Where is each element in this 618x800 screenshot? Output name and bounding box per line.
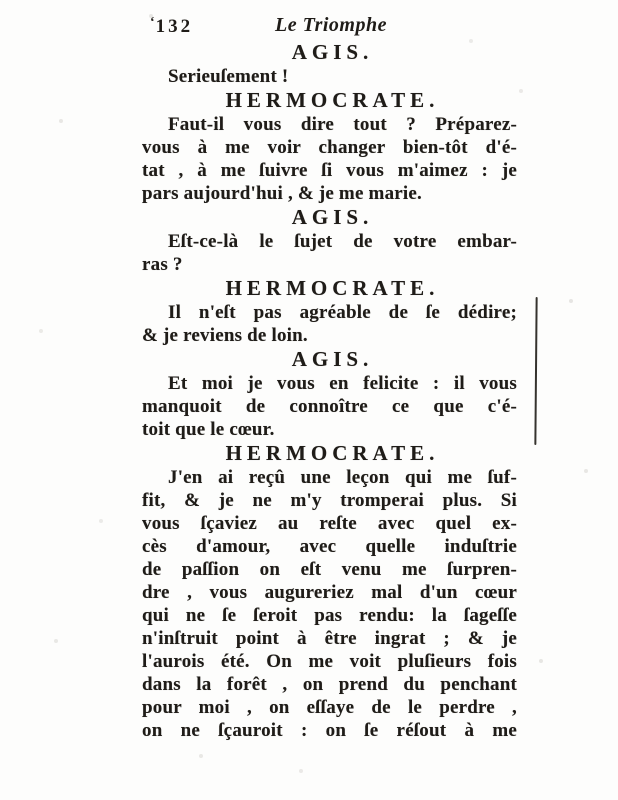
text-line: l'aurois été. On me voit pluſieurs fois: [142, 651, 517, 672]
scan-speckles: [0, 0, 2, 2]
text-line: Il n'eſt pas agréable de ſe dédire;: [168, 302, 517, 323]
page-content: [142, 14, 517, 742]
ink-mark: ‘: [150, 15, 155, 30]
text-line: fit, & je ne m'y tromperai plus. Si: [142, 490, 517, 511]
text-line: & je reviens de loin.: [142, 325, 308, 346]
text-line: pour moi , on eſſaye de le perdre ,: [142, 697, 517, 718]
text-line: toit que le cœur.: [142, 419, 275, 440]
text-line: vous ſçaviez au reſte avec quel ex-: [142, 513, 517, 534]
text-line: on ne ſçauroit : on ſe réſout à me: [142, 720, 517, 741]
text-line: cès d'amour, avec quelle induſtrie: [142, 536, 517, 557]
speaker-heading: AGIS.: [291, 205, 374, 229]
paragraph: [142, 113, 517, 205]
text-line: Serieuſement !: [168, 66, 289, 87]
scan-artifact-line: [534, 297, 537, 445]
text-line: ras ?: [142, 254, 183, 275]
speaker-heading: HERMOCRATE.: [225, 276, 440, 300]
text-line: dans la forêt , on prend du penchant: [142, 674, 517, 695]
running-title: Le Triomphe: [275, 14, 387, 36]
text-line: de paſſion on eſt venu me ſurpren-: [142, 559, 517, 580]
text-line: n'inſtruit point à être ingrat ; & je: [142, 628, 517, 649]
text-line: qui ne ſe ſeroit pas rendu: la ſageſſe: [142, 605, 517, 626]
running-header: [142, 14, 517, 40]
text-line: Faut-il vous dire tout ? Préparez-: [168, 114, 517, 135]
text-line: pars aujourd'hui , & je me marie.: [142, 183, 422, 204]
speaker-heading: AGIS.: [291, 40, 374, 64]
paragraph: [142, 372, 517, 441]
paragraph: [142, 65, 517, 88]
speaker-heading: HERMOCRATE.: [225, 441, 440, 465]
paragraph: [142, 301, 517, 347]
speaker-heading: AGIS.: [291, 347, 374, 371]
paragraph: [142, 230, 517, 276]
text-line: vous à me voir changer bien-tôt d'é-: [142, 137, 517, 158]
text-line: manquoit de connoître ce que c'é-: [142, 396, 517, 417]
page-number-value: 132: [155, 16, 194, 37]
text-line: dre , vous augureriez mal d'un cœur: [142, 582, 517, 603]
paragraph: [142, 466, 517, 742]
text-line: Et moi je vous en felicite : il vous: [168, 373, 517, 394]
speaker-heading: HERMOCRATE.: [225, 88, 440, 112]
page-number: [150, 15, 193, 38]
text-line: J'en ai reçû une leçon qui me ſuf-: [168, 467, 517, 488]
text-line: tat , à me ſuivre ſi vous m'aimez : je: [142, 160, 517, 181]
text-line: Eſt-ce-là le ſujet de votre embar-: [168, 231, 517, 252]
